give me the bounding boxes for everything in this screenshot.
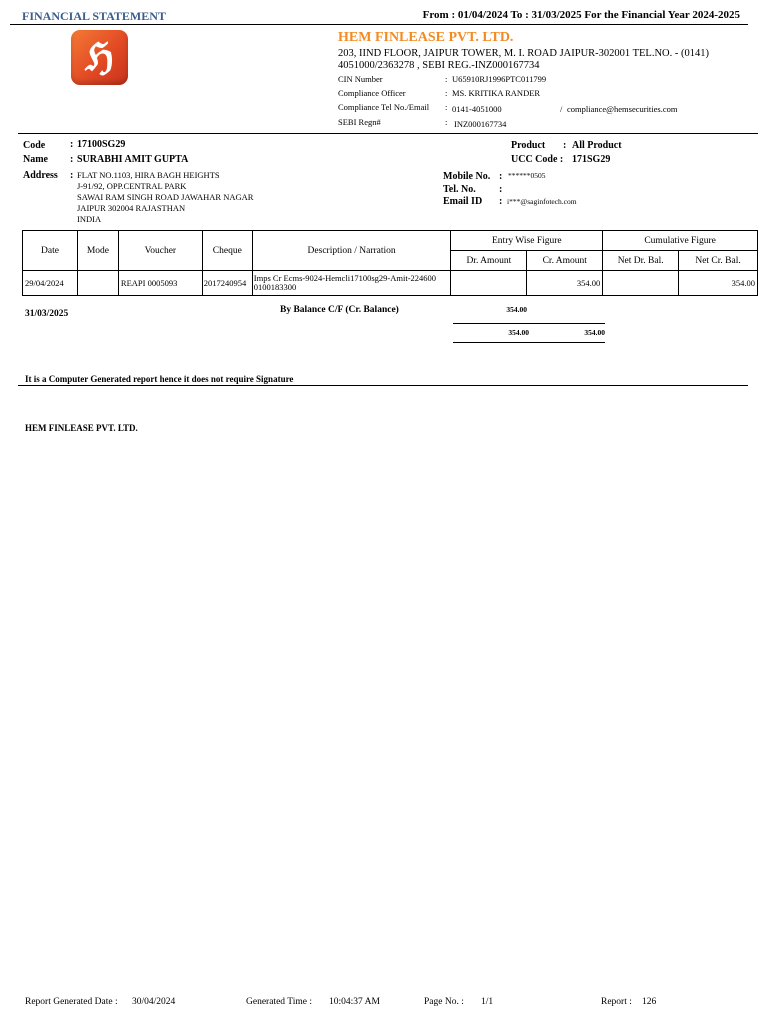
ucc-value: 171SG29 (572, 154, 611, 165)
address-line: JAIPUR 302004 RAJASTHAN (77, 203, 186, 213)
sebi-value: INZ000167734 (454, 119, 507, 129)
name-label: Name (23, 154, 48, 165)
col-group-entry: Entry Wise Figure (451, 231, 603, 251)
closing-dr-balance: 354.00 (506, 305, 527, 314)
address-line: SAWAI RAM SINGH ROAD JAWAHAR NAGAR (77, 192, 254, 202)
statement-period: From : 01/04/2024 To : 31/03/2025 For the Financial Year 2024-2025 (422, 9, 740, 21)
client-address (77, 170, 253, 225)
address-line: INDIA (77, 214, 102, 224)
col-dr-amount: Dr. Amount (451, 251, 527, 271)
header-divider (10, 24, 748, 25)
cell-net-dr (603, 271, 679, 296)
company-divider (18, 133, 758, 134)
company-name: HEM FINLEASE PVT. LTD. (338, 30, 514, 45)
product-colon: : (563, 140, 567, 151)
sebi-colon: : (445, 117, 448, 127)
email-value[interactable]: i***@saginfotech.com (507, 197, 577, 206)
ucc-label: UCC Code : (511, 154, 564, 165)
cell-mode (77, 271, 118, 296)
officer-colon: : (445, 88, 448, 98)
cell-dr (451, 271, 527, 296)
company-signature: HEM FINLEASE PVT. LTD. (25, 423, 138, 433)
computer-generated-note: It is a Computer Generated report hence it does not require Signature (25, 374, 294, 384)
generated-time: 10:04:37 AM (329, 997, 380, 1007)
col-net-cr: Net Cr. Bal. (679, 251, 758, 271)
mobile-label: Mobile No. (443, 171, 491, 182)
client-code: 17100SG29 (77, 139, 126, 150)
col-voucher: Voucher (118, 231, 202, 271)
company-logo (71, 30, 128, 85)
cell-cheque: 2017240954 (202, 271, 252, 296)
officer-value: MS. KRITIKA RANDER (452, 88, 541, 98)
compliance-tel-colon: : (445, 102, 448, 112)
address-line: FLAT NO.1103, HIRA BAGH HEIGHTS (77, 170, 220, 180)
cin-value: U65910RJ1996PTC011799 (452, 74, 547, 84)
address-label: Address (23, 170, 58, 181)
col-description: Description / Narration (252, 231, 451, 271)
client-name: SURABHI AMIT GUPTA (77, 154, 189, 165)
email-colon: : (499, 196, 503, 207)
mobile-value: ******0505 (508, 171, 546, 180)
total-dr: 354.00 (508, 328, 529, 337)
cell-date: 29/04/2024 (23, 271, 78, 296)
col-cheque: Cheque (202, 231, 252, 271)
generated-time-label: Generated Time : (246, 997, 312, 1007)
code-colon: : (70, 139, 74, 150)
closing-date: 31/03/2025 (25, 309, 69, 319)
closing-label: By Balance C/F (Cr. Balance) (280, 305, 399, 315)
total-top-rule (453, 323, 605, 324)
page-number: 1/1 (481, 997, 494, 1007)
cell-voucher: REAPI 0005093 (118, 271, 202, 296)
cell-cr: 354.00 (527, 271, 603, 296)
col-mode: Mode (77, 231, 118, 271)
address-colon: : (70, 170, 74, 181)
table-row (23, 271, 758, 296)
cell-net-cr: 354.00 (679, 271, 758, 296)
compliance-tel-value: 0141-4051000 (452, 104, 502, 114)
cin-colon: : (445, 74, 448, 84)
report-number: 126 (642, 997, 657, 1007)
address-line: J-91/92, OPP.CENTRAL PARK (77, 181, 187, 191)
total-bottom-rule (453, 342, 605, 343)
name-colon: : (70, 154, 74, 165)
compliance-tel-label: Compliance Tel No./Email (338, 102, 430, 112)
col-cr-amount: Cr. Amount (527, 251, 603, 271)
email-label: Email ID (443, 196, 483, 207)
logo-glyph: ℌ (85, 34, 114, 79)
product-label: Product (511, 140, 546, 151)
page-label: Page No. : (424, 997, 464, 1007)
mobile-colon: : (499, 171, 503, 182)
generated-date-label: Report Generated Date : (25, 997, 118, 1007)
compliance-email[interactable]: compliance@hemsecurities.com (567, 104, 678, 114)
ledger-table (22, 230, 758, 296)
col-net-dr: Net Dr. Bal. (603, 251, 679, 271)
company-address: 203, IIND FLOOR, JAIPUR TOWER, M. I. ROAD JAIPUR-302001 TEL.NO. - (0141) 4051000/2363278 , SEBI REG.-INZ000167734 (338, 48, 709, 71)
notes-divider (18, 385, 748, 386)
sebi-label: SEBI Regn# (338, 117, 381, 127)
compliance-email-separator: / (560, 104, 563, 114)
document-title: FINANCIAL STATEMENT (22, 9, 166, 23)
product-value: All Product (572, 140, 622, 151)
col-date: Date (23, 231, 78, 271)
cin-label: CIN Number (338, 74, 383, 84)
report-label: Report : (601, 997, 632, 1007)
total-cr: 354.00 (584, 328, 605, 337)
officer-label: Compliance Officer (338, 88, 406, 98)
tel-colon: : (499, 184, 503, 195)
cell-description: Imps Cr Ecms-9024-Hemcli17100sg29-Amit-224600 0100183300 (252, 271, 451, 296)
col-group-cumulative: Cumulative Figure (603, 231, 758, 251)
generated-date: 30/04/2024 (132, 997, 176, 1007)
code-label: Code (23, 140, 46, 151)
tel-label: Tel. No. (443, 184, 476, 195)
